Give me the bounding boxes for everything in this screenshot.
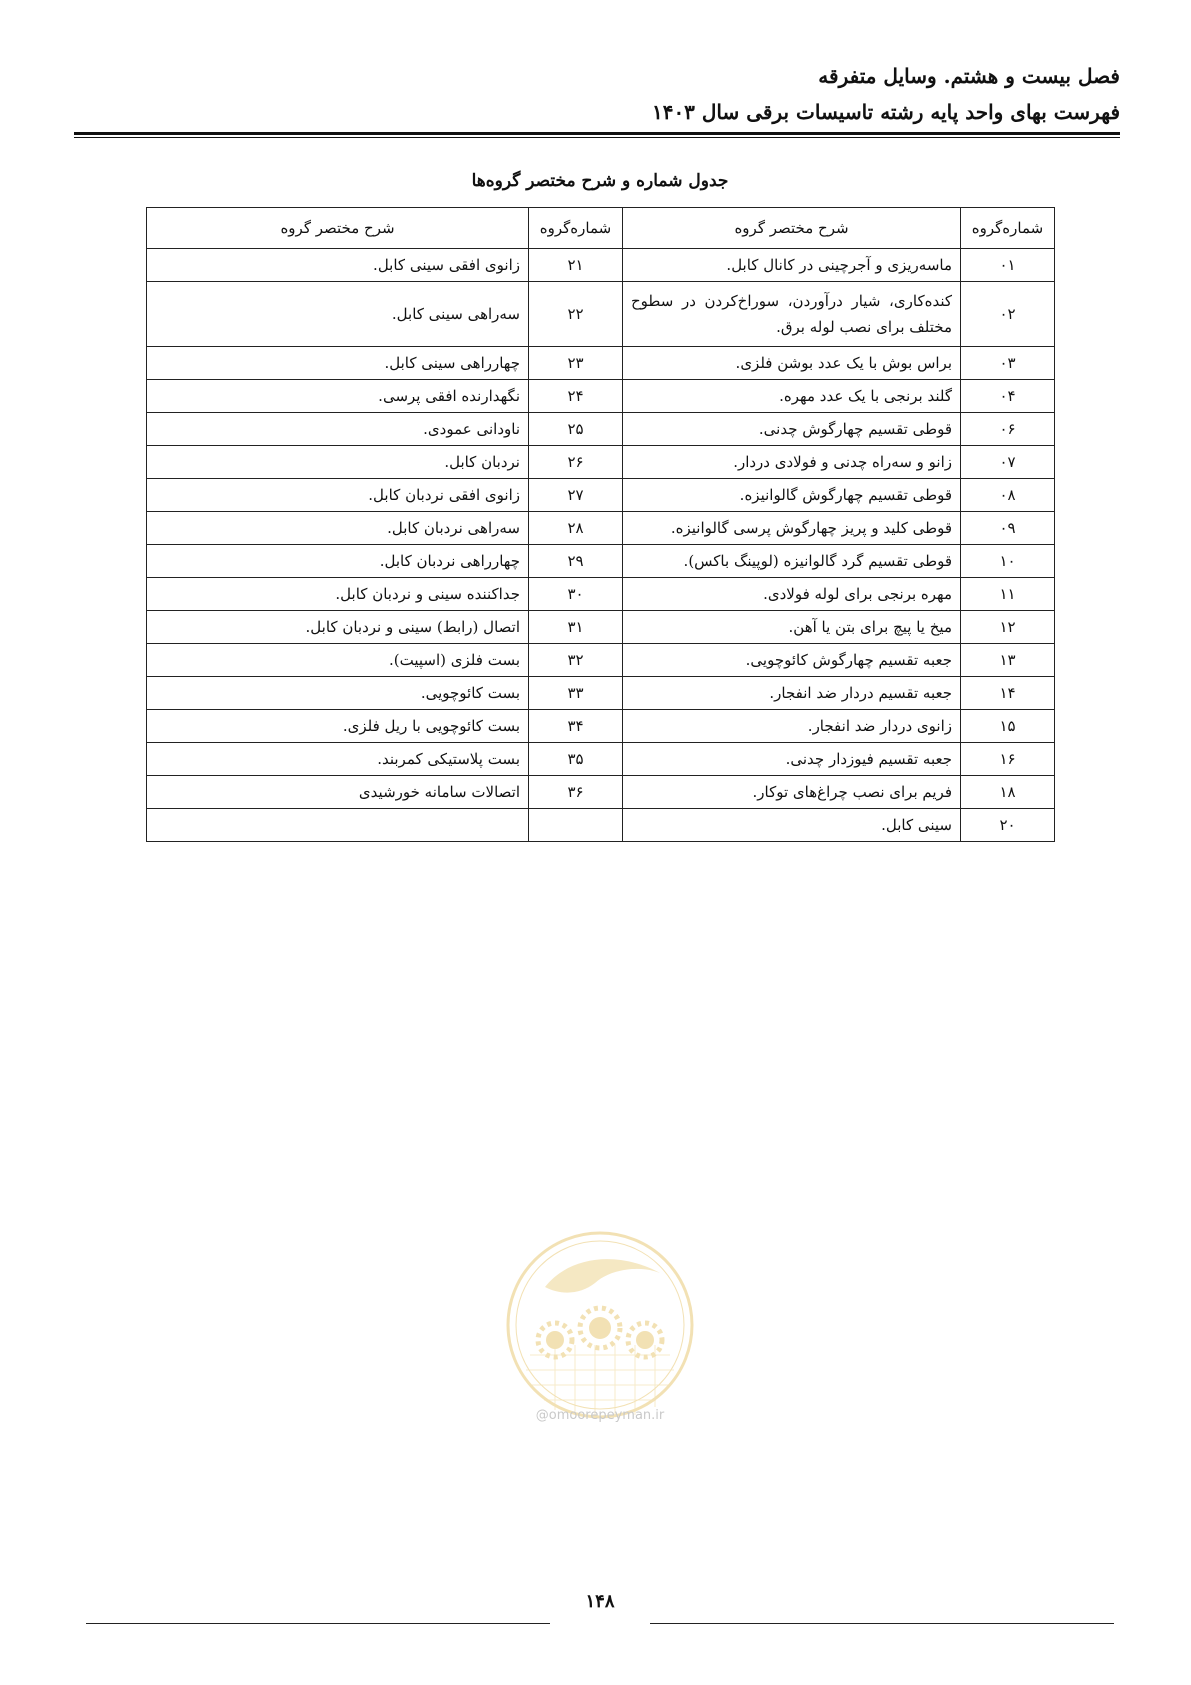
- group-description-cell: سینی کابل.: [623, 809, 961, 842]
- group-number-cell: ۱۶: [961, 743, 1055, 776]
- group-description-cell: بست پلاستیکی کمربند.: [147, 743, 529, 776]
- group-number-cell: ۲۱: [529, 249, 623, 282]
- table-row: [147, 677, 1055, 710]
- group-description-cell: چهارراهی سینی کابل.: [147, 347, 529, 380]
- table-row: [147, 282, 1055, 347]
- group-description-cell: اتصالات سامانه خورشیدی: [147, 776, 529, 809]
- group-number-cell: ۳۴: [529, 710, 623, 743]
- page-header: [74, 58, 1120, 130]
- group-description-cell: قوطی تقسیم چهارگوش گالوانیزه.: [623, 479, 961, 512]
- table-row: [147, 776, 1055, 809]
- group-description-cell: فریم برای نصب چراغ‌های توکار.: [623, 776, 961, 809]
- group-number-cell: ۲۵: [529, 413, 623, 446]
- group-number-cell: ۲۸: [529, 512, 623, 545]
- group-description-cell: قوطی کلید و پریز چهارگوش پرسی گالوانیزه.: [623, 512, 961, 545]
- group-number-cell: ۰۲: [961, 282, 1055, 347]
- group-number-cell: ۱۰: [961, 545, 1055, 578]
- group-number-cell: ۲۶: [529, 446, 623, 479]
- group-number-cell: [529, 809, 623, 842]
- group-number-cell: ۰۸: [961, 479, 1055, 512]
- group-number-cell: ۲۴: [529, 380, 623, 413]
- group-number-cell: ۳۲: [529, 644, 623, 677]
- table-header-row: [147, 208, 1055, 249]
- group-number-cell: ۳۱: [529, 611, 623, 644]
- table-row: [147, 249, 1055, 282]
- header-short-description-b: شرح مختصر گروه: [147, 208, 529, 249]
- table-row: [147, 446, 1055, 479]
- table-row: [147, 413, 1055, 446]
- group-number-cell: ۱۳: [961, 644, 1055, 677]
- group-description-cell: ناودانی عمودی.: [147, 413, 529, 446]
- table-row: [147, 545, 1055, 578]
- footer-rule-right: [650, 1623, 1114, 1624]
- group-number-cell: ۳۵: [529, 743, 623, 776]
- group-description-cell: قوطی تقسیم گرد گالوانیزه (لوپینگ باکس).: [623, 545, 961, 578]
- group-description-cell: اتصال (رابط) سینی و نردبان کابل.: [147, 611, 529, 644]
- group-number-cell: ۰۹: [961, 512, 1055, 545]
- group-number-cell: ۲۹: [529, 545, 623, 578]
- header-rule-thick: [74, 132, 1120, 135]
- header-group-number-b: شماره‌گروه: [529, 208, 623, 249]
- group-number-cell: ۰۱: [961, 249, 1055, 282]
- group-description-cell: زانوی دردار ضد انفجار.: [623, 710, 961, 743]
- group-description-cell: بست کائوچویی.: [147, 677, 529, 710]
- group-description-cell: سه‌راهی نردبان کابل.: [147, 512, 529, 545]
- table-title: جدول شماره و شرح مختصر گروه‌ها: [471, 171, 729, 191]
- group-description-cell: نردبان کابل.: [147, 446, 529, 479]
- table-row: [147, 644, 1055, 677]
- watermark-site-text: @omoorepeyman.ir: [535, 1408, 665, 1423]
- group-number-cell: ۰۳: [961, 347, 1055, 380]
- group-description-cell: بست کائوچویی با ریل فلزی.: [147, 710, 529, 743]
- group-number-cell: ۲۰: [961, 809, 1055, 842]
- footer-rule-left: [86, 1623, 550, 1624]
- group-number-cell: ۰۴: [961, 380, 1055, 413]
- table-row: [147, 611, 1055, 644]
- table-row: [147, 809, 1055, 842]
- group-description-cell: زانوی افقی نردبان کابل.: [147, 479, 529, 512]
- group-description-cell: بست فلزی (اسپیت).: [147, 644, 529, 677]
- group-number-cell: ۳۰: [529, 578, 623, 611]
- group-description-cell: چهارراهی نردبان کابل.: [147, 545, 529, 578]
- group-number-cell: ۲۲: [529, 282, 623, 347]
- group-description-cell: براس بوش با یک عدد بوشن فلزی.: [623, 347, 961, 380]
- group-description-cell: نگهدارنده افقی پرسی.: [147, 380, 529, 413]
- group-number-cell: ۱۸: [961, 776, 1055, 809]
- group-description-cell: گلند برنجی با یک عدد مهره.: [623, 380, 961, 413]
- group-number-cell: ۱۴: [961, 677, 1055, 710]
- group-number-cell: ۱۵: [961, 710, 1055, 743]
- group-number-cell: ۳۶: [529, 776, 623, 809]
- group-description-cell: سه‌راهی سینی کابل.: [147, 282, 529, 347]
- group-description-cell: جعبه تقسیم چهارگوش کائوچویی.: [623, 644, 961, 677]
- group-number-cell: ۱۱: [961, 578, 1055, 611]
- group-number-cell: ۲۷: [529, 479, 623, 512]
- group-description-cell: میخ یا پیچ برای بتن یا آهن.: [623, 611, 961, 644]
- header-short-description-a: شرح مختصر گروه: [623, 208, 961, 249]
- group-number-cell: ۰۶: [961, 413, 1055, 446]
- table-row: [147, 743, 1055, 776]
- group-description-cell: جعبه تقسیم فیوزدار چدنی.: [623, 743, 961, 776]
- group-description-cell: مهره برنجی برای لوله فولادی.: [623, 578, 961, 611]
- table-row: [147, 578, 1055, 611]
- group-description-cell: [147, 809, 529, 842]
- table-row: [147, 710, 1055, 743]
- group-description-cell: ماسه‌ریزی و آجرچینی در کانال کابل.: [623, 249, 961, 282]
- table-row: [147, 380, 1055, 413]
- omoorepeyman-logo-watermark: [500, 1225, 700, 1425]
- table-row: [147, 479, 1055, 512]
- group-number-cell: ۰۷: [961, 446, 1055, 479]
- group-number-cell: ۱۲: [961, 611, 1055, 644]
- chapter-title: فصل بیست و هشتم. وسایل متفرقه: [818, 64, 1120, 88]
- page-number: ۱۴۸: [585, 1591, 615, 1612]
- groups-table: [146, 207, 1055, 842]
- price-list-title: فهرست بهای واحد پایه رشته تاسیسات برقی سال ۱۴۰۳: [651, 100, 1120, 124]
- group-number-cell: ۲۳: [529, 347, 623, 380]
- header-rule-thin: [74, 137, 1120, 138]
- group-description-cell: جداکننده سینی و نردبان کابل.: [147, 578, 529, 611]
- table-row: [147, 512, 1055, 545]
- group-description-cell: زانو و سه‌راه چدنی و فولادی دردار.: [623, 446, 961, 479]
- group-number-cell: ۳۳: [529, 677, 623, 710]
- group-description-cell: جعبه تقسیم دردار ضد انفجار.: [623, 677, 961, 710]
- header-group-number-a: شماره‌گروه: [961, 208, 1055, 249]
- group-description-cell: کنده‌کاری، شیار درآوردن، سوراخ‌کردن در سطوح مختلف برای نصب لوله برق.: [623, 282, 961, 347]
- group-description-cell: زانوی افقی سینی کابل.: [147, 249, 529, 282]
- table-row: [147, 347, 1055, 380]
- group-description-cell: قوطی تقسیم چهارگوش چدنی.: [623, 413, 961, 446]
